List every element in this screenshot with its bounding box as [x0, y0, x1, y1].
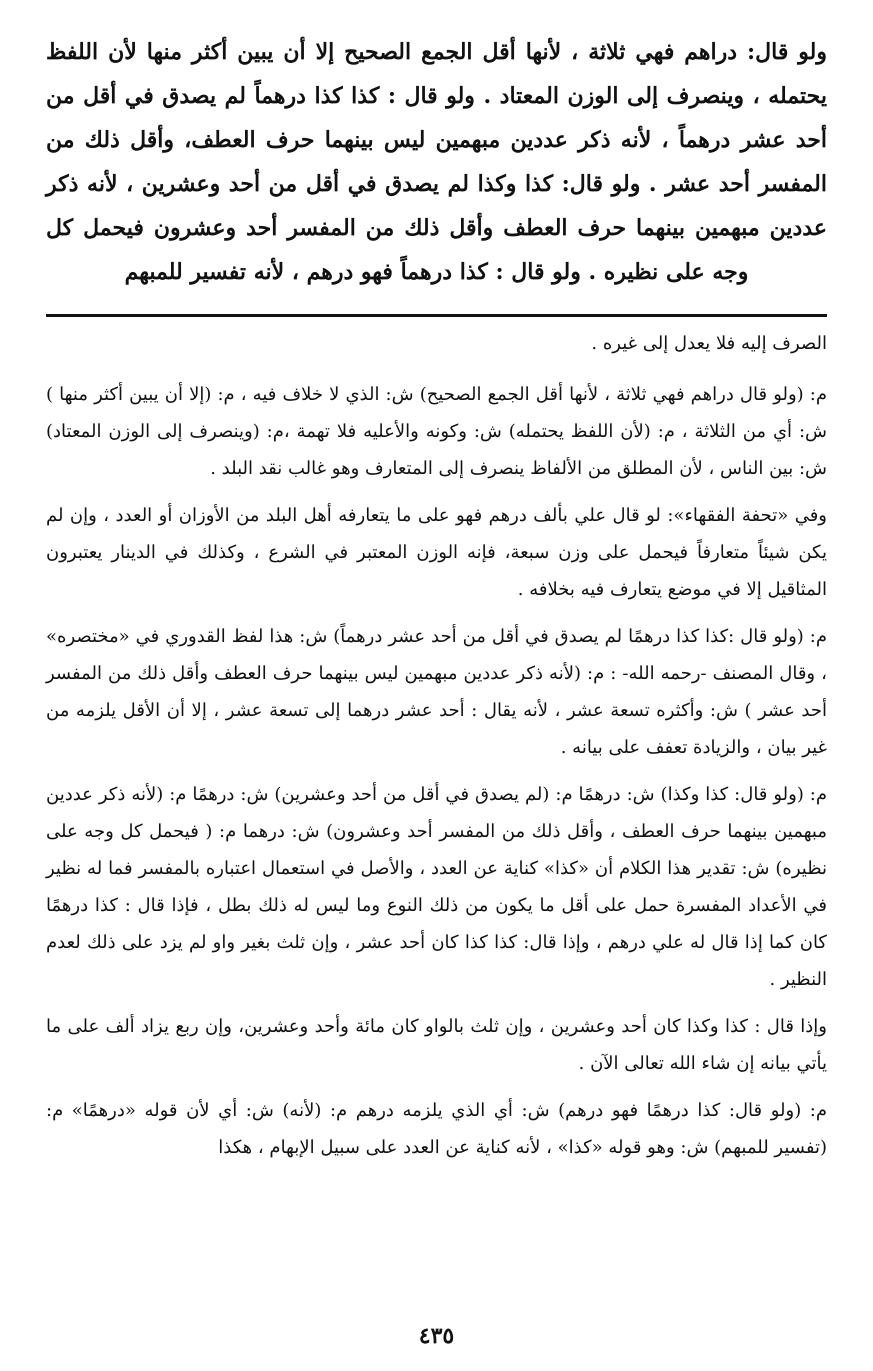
matn-text-block: [46, 30, 827, 294]
sharh-paragraph: الصرف إليه فلا يعدل إلى غيره .: [591, 333, 827, 354]
sharh-paragraph: م: (ولو قال: كذا درهمًا فهو درهم) ش: أي الذي يلزمه درهم م: (لأنه) ش: أي لأن قوله «درهمًا» م: (تفسير للمبهم) ش: وهو قوله «كذا» ، لأنه كناية عن العدد على سبيل الإبهام ، هكذا: [46, 1100, 827, 1158]
sharh-paragraph: م: (ولو قال: كذا وكذا) ش: درهمًا م: (لم يصدق في أقل من أحد وعشرين) ش: درهمًا م: (لأنه ذكر عددين مبهمين بينهما حرف العطف ، وأقل ذلك من المفسر أحد وعشرون) ش: درهما م: ( فيحمل كل وجه على نظيره) ش: تقدير هذا الكلام أن «كذا» كناية عن العدد ، والأصل في استعمال اعتباره بالمفسر فما له نظير في الأعداد المفسرة حمل على أقل ما يكون من ذلك النوع وما ليس له ذلك بطل ، فإذا قال : كذا درهمًا كان كما إذا قال له علي درهم ، وإذا قال: كذا كذا كان أحد عشر ، وإن ثلث بغير واو لم يزد على ذلك لعدم النظير .: [46, 784, 827, 990]
sharh-paragraph: وفي «تحفة الفقهاء»: لو قال علي بألف درهم فهو على ما يتعارفه أهل البلد من الأوزان أو العدد ، وإن لم يكن شيئاً متعارفاً فيحمل على وزن سبعة، فإنه الوزن المعتبر في الشرع ، وكذلك في الدينار يعتبرون المثاقيل إلا في موضع يتعارف فيه بخلافه .: [46, 505, 827, 600]
sharh-paragraph: م: (ولو قال دراهم فهي ثلاثة ، لأنها أقل الجمع الصحيح) ش: الذي لا خلاف فيه ، م: (إلا أن يبين أكثر منها ) ش: أي من الثلاثة ، م: (لأن اللفظ يحتمله) ش: وكونه والأعليه فلا تهمة ،م: (وينصرف إلى الوزن المعتاد) ش: بين الناس ، لأن المطلق من الألفاظ ينصرف إلى المتعارف وهو غالب نقد البلد .: [46, 384, 827, 479]
page-number: ٤٣٥: [418, 1323, 455, 1349]
sharh-commentary: [46, 325, 827, 1166]
sharh-paragraph: وإذا قال : كذا وكذا كان أحد وعشرين ، وإن ثلث بالواو كان مائة وأحد وعشرين، وإن ربع يزاد ألف على ما يأتي بيانه إن شاء الله تعالى الآن .: [46, 1016, 827, 1074]
matn-paragraph: ولو قال: دراهم فهي ثلاثة ، لأنها أقل الجمع الصحيح إلا أن يبين أكثر منها لأن اللفظ يحتمله ، وينصرف إلى الوزن المعتاد . ولو قال : كذا كذا درهماً لم يصدق في أقل من أحد عشر درهماً ، لأنه ذكر عددين مبهمين ليس بينهما حرف العطف، وأقل ذلك من المفسر أحد عشر . ولو قال: كذا وكذا لم يصدق في أقل من أحد وعشرين ، لأنه ذكر عددين مبهمين بينهما حرف العطف وأقل ذلك من المفسر أحد وعشرون فيحمل كل وجه على نظيره . ولو قال : كذا درهماً فهو درهم ، لأنه تفسير للمبهم: [46, 39, 827, 285]
sharh-paragraph: م: (ولو قال :كذا كذا درهمًا لم يصدق في أقل من أحد عشر درهماً) ش: هذا لفظ القدوري في «مختصره» ، وقال المصنف -رحمه الله- : م: (لأنه ذكر عددين مبهمين ليس بينهما حرف العطف وأقل ذلك من المفسر أحد عشر ) ش: وأكثره تسعة عشر ، لأنه يقال : أحد عشر درهما إلى تسعة عشر ، إلا أن الأقل يلزمه من غير بيان ، والزيادة تعفف على بيانه .: [46, 626, 827, 758]
section-divider: [46, 314, 827, 317]
